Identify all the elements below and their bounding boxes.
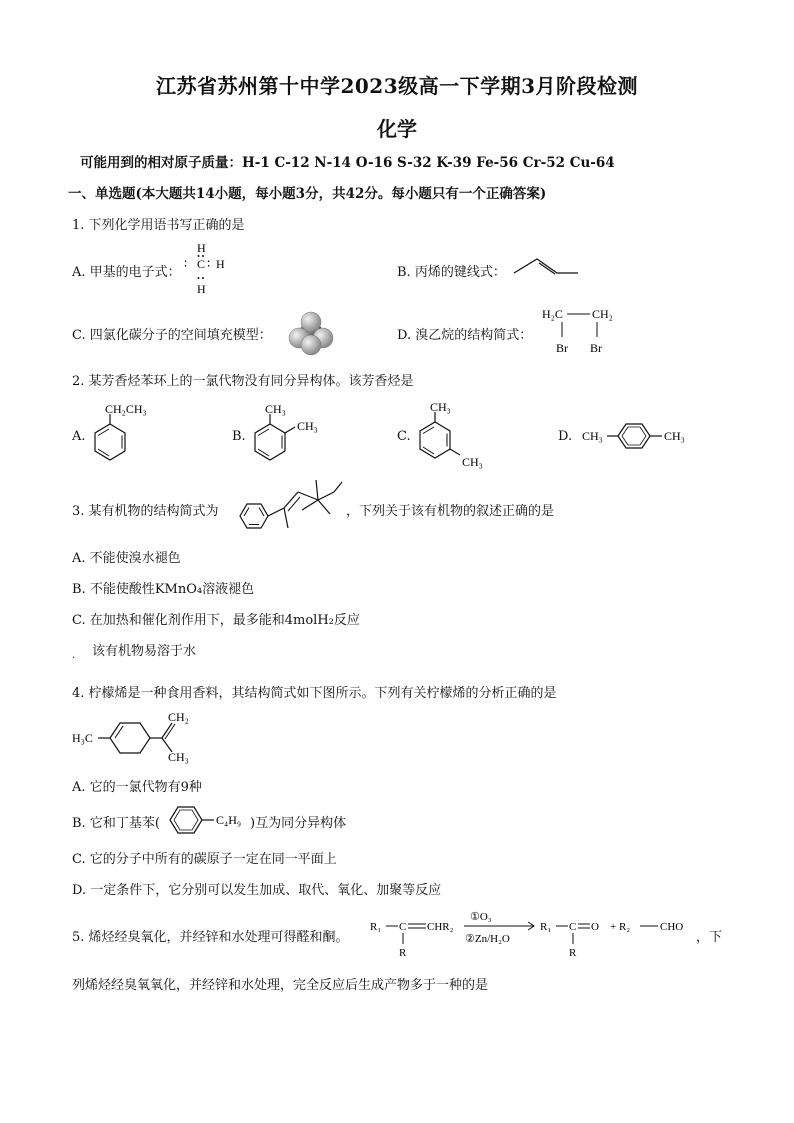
q1-option-d[interactable]: D. 溴乙烷的结构简式：	[397, 328, 533, 343]
question-2-stem: 2. 某芳香烃苯环上的一氯代物没有同分异构体。该芳香烃是	[72, 374, 414, 389]
h3c-label: H₃C	[72, 731, 93, 745]
p-xylene-structure	[580, 420, 695, 454]
q3-option-d[interactable]: 该有机物易溶于水	[92, 644, 197, 659]
product-c-label: C	[569, 921, 577, 933]
c-label: C	[197, 257, 206, 271]
question-5-stem-line2: 列烯烃经臭氧氧化，并经锌和水处理，完全反应后生成产物多于一种的是	[72, 978, 489, 993]
m-xylene-structure	[410, 398, 500, 474]
r1-label: R₁	[370, 921, 382, 933]
q4-option-a[interactable]: A. 它的一氯代物有9种	[72, 780, 202, 795]
cho-label: CHO	[660, 921, 684, 933]
question-3-stem-pre: 3. 某有机物的结构简式为	[72, 504, 219, 519]
page-title: 江苏省苏州第十中学2023级高一下学期3月阶段检测	[155, 74, 639, 98]
product-o-label: O	[591, 921, 599, 933]
space-filling-model-icon	[285, 310, 337, 358]
q4-option-b-pre[interactable]: B. 它和丁基苯(	[72, 816, 160, 831]
q4-option-b-post: )互为同分异构体	[250, 816, 347, 831]
ch2-label: CH₂	[592, 307, 613, 321]
h2c-label: H₂C	[542, 307, 563, 321]
q2-option-c[interactable]: C.	[397, 429, 411, 444]
question-5-stem-pre: 5. 烯烃经臭氧化，并经锌和水处理可得醛和酮。	[72, 930, 349, 945]
ethyl-label: CH₂CH₃	[105, 402, 147, 416]
ch2-label: CH₂	[168, 710, 189, 724]
methyl-label-1: CH₃	[430, 400, 451, 414]
c-label: C	[399, 921, 407, 933]
product-r-label: R	[569, 947, 577, 959]
q2-option-a[interactable]: A.	[72, 429, 86, 444]
q4-option-d[interactable]: D. 一定条件下，它分别可以发生加成、取代、氧化、加聚等反应	[72, 883, 442, 898]
atomic-masses: 可能用到的相对原子质量：H-1 C-12 N-14 O-16 S-32 K-39 Fe-56 Cr-52 Cu-64	[80, 155, 615, 171]
q3-option-b[interactable]: B. 不能使酸性KMnO₄溶液褪色	[72, 582, 255, 597]
butylbenzene-structure	[166, 804, 258, 836]
ethylbenzene-structure	[85, 400, 175, 472]
butyl-label: C₄H₉	[216, 813, 242, 827]
q3-option-a[interactable]: A. 不能使溴水褪色	[72, 551, 181, 566]
limonene-structure	[70, 708, 210, 768]
q2-option-b[interactable]: B.	[232, 429, 246, 444]
methyl-electron-formula	[175, 238, 245, 298]
dot-pair-right: ∶	[207, 257, 211, 271]
q3-option-d-mark: .	[72, 650, 76, 661]
methyl-label-2: CH₃	[297, 419, 318, 433]
methyl-label-2: CH₃	[462, 455, 483, 469]
question-3-stem-post: ，下列关于该有机物的叙述正确的是	[346, 504, 555, 519]
bromoethane-formula	[540, 304, 630, 358]
q1-option-a[interactable]: A. 甲基的电子式：	[72, 265, 181, 280]
q1-option-c[interactable]: C. 四氯化碳分子的空间填充模型：	[72, 328, 272, 343]
q4-option-c[interactable]: C. 它的分子中所有的碳原子一定在同一平面上	[72, 852, 337, 867]
q1-option-b[interactable]: B. 丙烯的键线式：	[397, 265, 506, 280]
methyl-label-left: CH₃	[582, 429, 603, 443]
h-bottom-label: H	[197, 282, 206, 296]
step1-label: ①O₃	[470, 911, 492, 923]
dot-pair-left: ∶	[184, 257, 188, 271]
q3-option-c[interactable]: C. 在加热和催化剂作用下，最多能和4molH₂反应	[72, 613, 360, 628]
methyl-label-right: CH₃	[664, 429, 685, 443]
h-top-label: H	[197, 241, 206, 255]
question-4-stem: 4. 柠檬烯是一种食用香料，其结构简式如下图所示。下列有关柠檬烯的分析正确的是	[72, 686, 557, 701]
section-heading: 一、单选题(本大题共14小题，每小题3分，共42分。每小题只有一个正确答案)	[68, 186, 547, 202]
chr2-label: CHR₂	[427, 921, 454, 933]
br-label-2: Br	[590, 341, 602, 355]
ozonolysis-reaction	[368, 906, 708, 960]
q2-option-d[interactable]: D.	[558, 429, 573, 444]
plus-r2-label: + R₂	[610, 921, 631, 933]
r-label: R	[399, 947, 407, 959]
h-right-label: H	[216, 257, 225, 271]
subject-title: 化学	[377, 117, 417, 141]
br-label-1: Br	[556, 341, 568, 355]
propene-line-formula	[512, 254, 582, 278]
question-5-stem-post: ，下	[696, 930, 723, 945]
question-1-stem: 1. 下列化学用语书写正确的是	[72, 218, 245, 233]
ch3-label: CH₃	[168, 750, 189, 764]
methyl-label-1: CH₃	[265, 402, 286, 416]
product-r1-label: R₁	[540, 921, 552, 933]
step2-label: ②Zn/H₂O	[465, 933, 510, 945]
q3-structure	[230, 478, 348, 534]
o-xylene-structure	[245, 400, 335, 472]
